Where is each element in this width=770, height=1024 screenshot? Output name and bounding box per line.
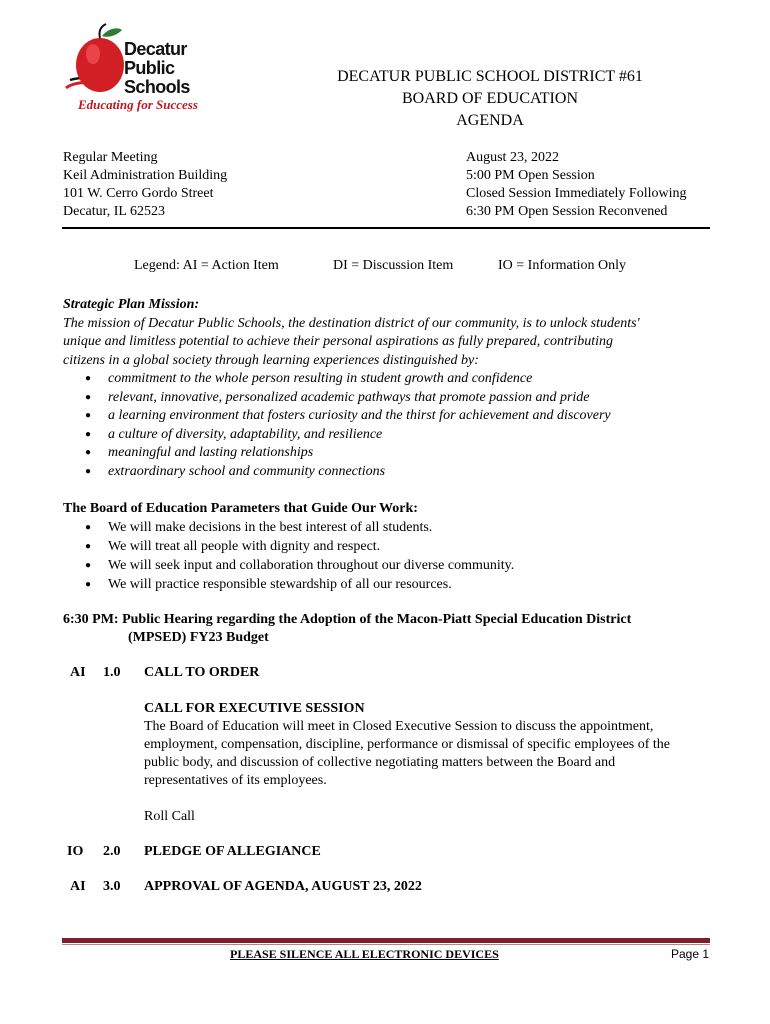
roll-call: Roll Call — [144, 809, 195, 824]
list-item: ● We will practice responsible stewardship of all our resources. — [63, 575, 713, 594]
list-item: ● We will treat all people with dignity and respect. — [63, 537, 713, 556]
item-title: CALL TO ORDER — [144, 665, 260, 680]
item-title: PLEDGE OF ALLEGIANCE — [144, 844, 321, 859]
header-divider — [62, 227, 710, 229]
parameters-bullets — [63, 518, 713, 594]
meeting-schedule: August 23, 2022 5:00 PM Open Session Closed Session Immediately Following 6:30 PM Open Session Reconvened — [466, 150, 687, 219]
legend-discussion-item: DI = Discussion Item — [333, 258, 454, 273]
list-item: ● a culture of diversity, adaptability, and resilience — [63, 426, 713, 445]
list-item: ● We will make decisions in the best interest of all students. — [63, 518, 713, 537]
footer-notice: PLEASE SILENCE ALL ELECTRONIC DEVICES — [230, 947, 499, 961]
list-item: ● We will seek input and collaboration throughout our diverse community. — [63, 556, 713, 575]
page-number: Page 1 — [671, 947, 710, 961]
public-hearing: 6:30 PM: Public Hearing regarding the Adoption of the Macon-Piatt Special Education District (MPSED) FY23 Budget — [63, 612, 632, 645]
item-type: AI — [70, 879, 86, 894]
executive-session: CALL FOR EXECUTIVE SESSION The Board of Education will meet in Closed Executive Session to discuss the appointment, employment, compensation, discipline, performance or dismissal of specific employees of the public body, and discussion of collective negotiating matters between the Board and representatives of its employees. — [144, 700, 724, 790]
legend-information-only: IO = Information Only — [498, 258, 627, 273]
executive-heading: CALL FOR EXECUTIVE SESSION — [144, 701, 365, 716]
list-item: ● relevant, innovative, personalized academic pathways that promote passion and pride — [63, 389, 713, 408]
logo-tagline: Educating for Success — [78, 97, 198, 112]
legend-action-item: Legend: AI = Action Item — [134, 258, 279, 273]
item-type: IO — [67, 844, 84, 859]
item-number: 2.0 — [103, 844, 121, 859]
parameters-heading: The Board of Education Parameters that Guide Our Work: — [63, 501, 418, 516]
list-item: ● a learning environment that fosters curiosity and the thirst for achievement and discovery — [63, 407, 713, 426]
agenda-header — [280, 66, 700, 132]
mission-heading: Strategic Plan Mission: — [63, 297, 200, 312]
logo-title: Decatur Public Schools — [124, 39, 190, 97]
item-number: 1.0 — [103, 665, 121, 680]
meeting-location: Regular Meeting Keil Administration Building 101 W. Cerro Gordo Street Decatur, IL 62523 — [63, 150, 228, 219]
strategic-plan-mission: Strategic Plan Mission: The mission of Decatur Public Schools, the destination district of our community, is to unlock students' unique and limitless potential to achieve their personal aspirations as fully prepared, contributing citizens in a global society through learning experiences distinguished by: ● commitment to the whole person resulting in student growth and confidence ● relevant, innovative, personalized academic pathways that promote passion and pride ● a learning environment that fosters curiosity and the thirst for achievement and discovery ● a culture of diversity, adaptability, and resilience ● meaningful and lasting relationships ● extraordinary school and community connections — [63, 296, 713, 481]
list-item: ● commitment to the whole person resulting in student growth and confidence — [63, 370, 713, 389]
item-number: 3.0 — [103, 879, 121, 894]
footer-divider — [62, 938, 710, 943]
header-district: DECATUR PUBLIC SCHOOL DISTRICT #61 — [337, 68, 643, 85]
list-item: ● meaningful and lasting relationships — [63, 444, 713, 463]
item-type: AI — [70, 665, 86, 680]
list-item: ● extraordinary school and community connections — [63, 463, 713, 482]
header-board: BOARD OF EDUCATION — [401, 90, 578, 107]
header-agenda: AGENDA — [456, 112, 524, 129]
footer-divider-shadow — [62, 944, 710, 945]
item-title: APPROVAL OF AGENDA, AUGUST 23, 2022 — [144, 879, 422, 894]
mission-bullets — [63, 370, 713, 481]
board-parameters — [63, 499, 713, 594]
